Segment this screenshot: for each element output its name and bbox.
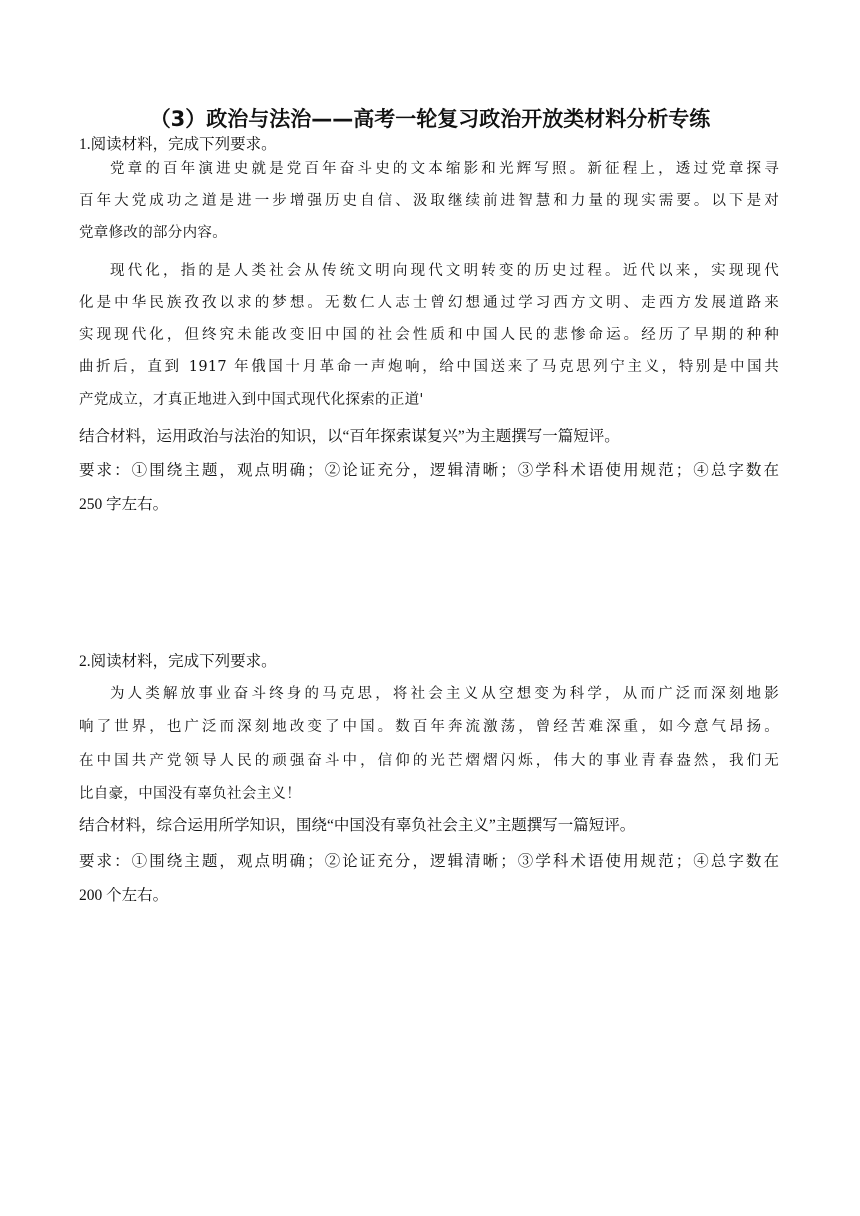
q2-para-line: 为人类解放事业奋斗终身的马克思，将社会主义从空想变为科学，从而广泛而深刻地影 bbox=[110, 686, 779, 702]
page-title: （3）政治与法治——高考一轮复习政治开放类材料分析专练 bbox=[149, 107, 711, 131]
q2-requirement: 要求：①围绕主题，观点明确；②论证充分，逻辑清晰；③学科术语使用规范；④总字数在 bbox=[79, 853, 779, 870]
q2-para-line: 比自豪，中国没有辜负社会主义！ bbox=[79, 786, 301, 802]
q2-para-line: 响了世界，也广泛而深刻地改变了中国。数百年奔流激荡，曾经苦难深重，如今意气昂扬。 bbox=[79, 719, 779, 735]
q1-para1-line: 党章修改的部分内容。 bbox=[79, 225, 227, 241]
q2-requirement: 200 个左右。 bbox=[79, 887, 169, 904]
q1-requirement: 250 字左右。 bbox=[79, 496, 169, 513]
q2-para-line: 在中国共产党领导人民的顽强奋斗中，信仰的光芒熠熠闪烁，伟大的事业青春盎然，我们无 bbox=[79, 753, 779, 769]
q2-task: 结合材料，综合运用所学知识，围绕“中国没有辜负社会主义”主题撰写一篇短评。 bbox=[79, 817, 636, 834]
q2-heading: 2.阅读材料，完成下列要求。 bbox=[79, 653, 277, 670]
q1-heading: 1.阅读材料，完成下列要求。 bbox=[79, 136, 277, 153]
q1-para2-line: 化是中华民族孜孜以求的梦想。无数仁人志士曾幻想通过学习西方文明、走西方发展道路来 bbox=[79, 295, 779, 311]
q1-para2-line: 曲折后，直到 1917 年俄国十月革命一声炮响，给中国送来了马克思列宁主义，特别是中国共 bbox=[79, 359, 779, 375]
q1-task: 结合材料，运用政治与法治的知识，以“百年探索谋复兴”为主题撰写一篇短评。 bbox=[79, 428, 620, 445]
q1-para1-line: 党章的百年演进史就是党百年奋斗史的文本缩影和光辉写照。新征程上，透过党章探寻 bbox=[110, 161, 779, 177]
q1-para2-line: 现代化，指的是人类社会从传统文明向现代文明转变的历史过程。近代以来，实现现代 bbox=[110, 263, 779, 279]
q1-requirement: 要求：①围绕主题，观点明确；②论证充分，逻辑清晰；③学科术语使用规范；④总字数在 bbox=[79, 462, 779, 479]
q1-para2-line: 实现现代化，但终究未能改变旧中国的社会性质和中国人民的悲惨命运。经历了早期的种种 bbox=[79, 327, 779, 343]
q1-para1-line: 百年大党成功之道是进一步增强历史自信、汲取继续前进智慧和力量的现实需要。以下是对 bbox=[79, 193, 779, 209]
q1-para2-line: 产党成立，才真正地进入到中国式现代化探索的正道' bbox=[79, 392, 424, 408]
